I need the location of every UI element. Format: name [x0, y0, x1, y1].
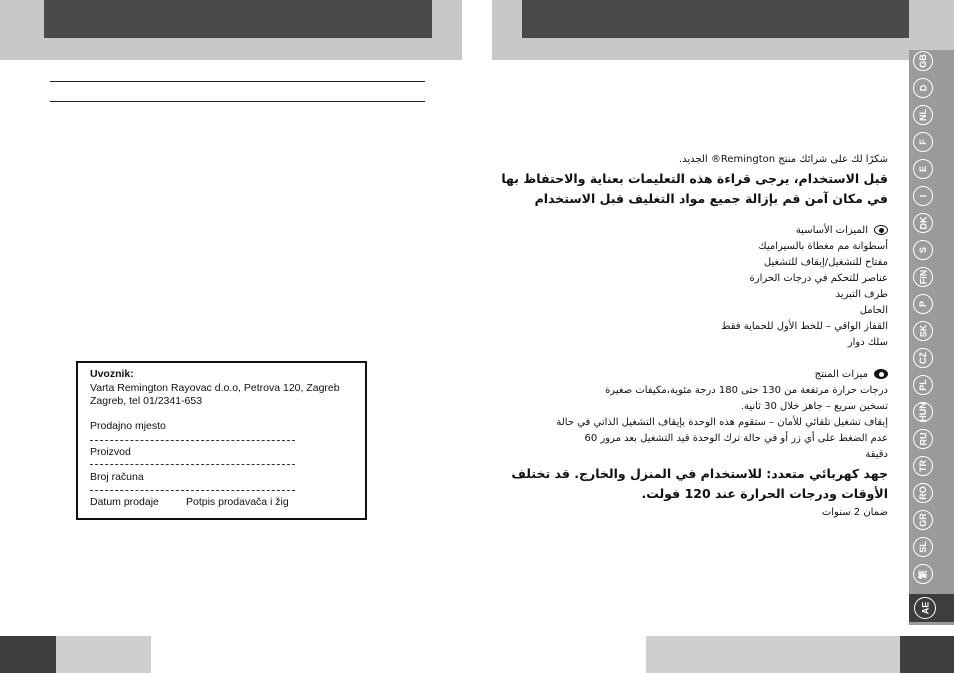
instructions-line-1: قبل الاستخدام، يرجى قراءة هذه التعليمات بعناية والاحتفاظ بها [501, 171, 888, 186]
invoice-line [90, 490, 295, 491]
language-tab-pl[interactable]: PL [913, 375, 933, 395]
importer-box [76, 361, 367, 520]
key-feature-item: مفتاح للتشغيل/إيقاف للتشغيل [763, 257, 888, 268]
key-feature-item: عناصر للتحكم في درجات الحرارة [749, 273, 888, 284]
eye-icon [874, 225, 888, 235]
language-tab-cz[interactable]: CZ [913, 348, 933, 368]
importer-title: Uvoznik: [90, 368, 134, 380]
sale-date-label: Datum prodaje [90, 496, 159, 508]
top-left-header-bar [44, 0, 432, 38]
key-feature-item: طرف التبريد [835, 289, 888, 300]
key-feature-item: القفاز الواقي – للخط الأول للحماية فقط [721, 321, 888, 332]
signature-label: Potpis prodavača i žig [186, 496, 289, 508]
eye-icon [874, 369, 888, 379]
second-rule [50, 101, 425, 102]
key-features-heading [796, 225, 888, 236]
language-tab-tr[interactable]: TR [913, 456, 933, 476]
language-tab-sk[interactable]: SK [913, 321, 933, 341]
importer-company: Varta Remington Rayovac d.o.o, Petrova 120, Zagreb [90, 382, 340, 394]
product-features-heading [815, 369, 888, 380]
language-tab-sl[interactable]: SL [913, 537, 933, 557]
language-tab-f[interactable]: F [913, 132, 933, 152]
instructions-line-2: في مكان آمن قم بإزالة جميع مواد التغليف قبل الاستخدام [534, 191, 888, 206]
language-tab-gr[interactable]: GR [913, 510, 933, 530]
language-tab-dk[interactable]: DK [913, 213, 933, 233]
product-feature-item: إيقاف تشغيل تلقائي للأمان – ستقوم هذه الوحدة بإيقاف التشغيل الذاتي في حالة [556, 417, 888, 428]
language-tab-i[interactable]: I [913, 186, 933, 206]
voltage-line-2: الأوقات ودرجات الحرارة عند 120 فولت. [641, 486, 888, 501]
voltage-line-1: جهد كهربائي متعدد: للاستخدام في المنزل والخارج. قد تختلف [511, 466, 888, 481]
importer-city-tel: Zagreb, tel 01/2341-653 [90, 395, 203, 407]
language-tab-nl[interactable]: NL [913, 105, 933, 125]
invoice-label: Broj računa [90, 471, 144, 483]
product-label: Proizvod [90, 446, 131, 458]
language-tab-chinese[interactable]: 繁 [913, 564, 933, 584]
warranty-text: ضمان 2 سنوات [821, 507, 888, 518]
language-tab-s[interactable]: S [913, 240, 933, 260]
bottom-left-dark-bar [0, 636, 56, 673]
key-features-title: الميزات الأساسية [795, 225, 868, 236]
product-features-title: ميزات المنتج [814, 369, 868, 380]
language-tab-d[interactable]: D [913, 78, 933, 98]
top-rule [50, 81, 425, 82]
product-feature-item: درجات حرارة مرتفعة من 130 حتى 180 درجة مئوية،مكيفات صغيرة [605, 385, 888, 396]
key-feature-item: أسطوانة مم مغطاة بالسيراميك [758, 241, 888, 252]
language-tab-e[interactable]: E [913, 159, 933, 179]
product-line [90, 464, 295, 465]
top-right-header-bar [522, 0, 909, 38]
bottom-right-dark-bar [900, 636, 954, 673]
language-tab-ae[interactable]: AE [914, 597, 936, 619]
bottom-right-light-bar [646, 636, 900, 673]
language-tab-fin[interactable]: FIN [913, 267, 933, 287]
product-feature-item: دقيقة [865, 449, 888, 460]
language-tab-ru[interactable]: RU [913, 429, 933, 449]
language-tab-p[interactable]: P [913, 294, 933, 314]
sale-place-line [90, 440, 295, 441]
language-tab-gb[interactable]: GB [913, 51, 933, 71]
thanks-text: شكرًا لك على شرائك منتج Remington® الجديد. [678, 154, 888, 165]
sale-place-label: Prodajno mjesto [90, 420, 166, 432]
key-feature-item: سلك دوار [847, 337, 888, 348]
language-tab-ro[interactable]: RO [913, 483, 933, 503]
product-feature-item: تسخين سريع – جاهز خلال 30 ثانية. [740, 401, 888, 412]
bottom-left-light-bar [56, 636, 151, 673]
key-feature-item: الحامل [859, 305, 888, 316]
product-feature-item: عدم الضغط على أي زر أو في حالة ترك الوحدة قيد التشغيل بعد مرور 60 [584, 433, 888, 444]
language-tab-hun[interactable]: HUN [913, 402, 933, 422]
